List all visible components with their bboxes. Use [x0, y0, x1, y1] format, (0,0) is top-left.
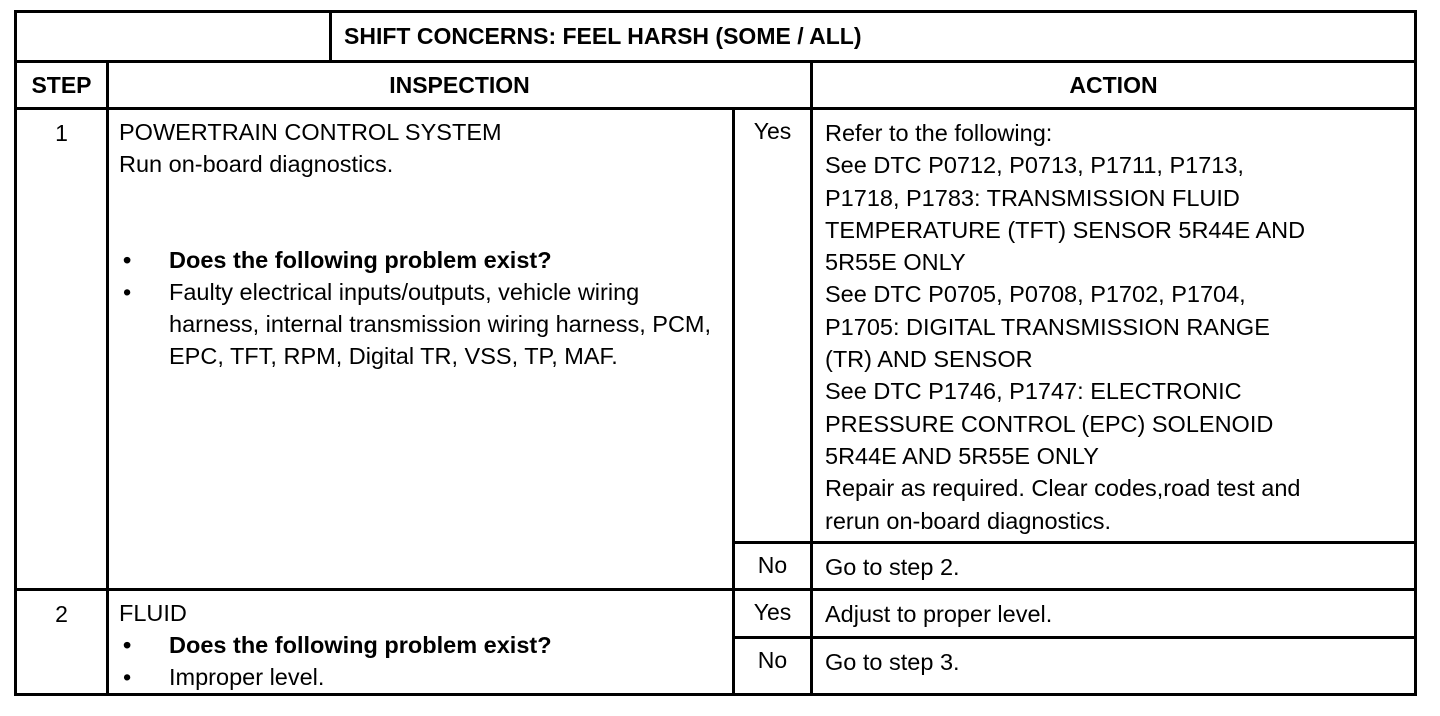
step-1-yes-action-line: TEMPERATURE (TFT) SENSOR 5R44E AND	[825, 216, 1306, 243]
step-1-inspection-instruction: Run on-board diagnostics.	[119, 151, 394, 177]
inspection-header: INSPECTION	[108, 62, 812, 109]
step-1-inspection	[108, 109, 734, 590]
step-1-yes-action-line: Repair as required. Clear codes,road test and	[825, 475, 1301, 502]
step-1-yes-action-line: P1718, P1783: TRANSMISSION FLUID	[825, 184, 1240, 211]
step-2-inspection	[108, 589, 734, 694]
step-2-yes-row	[16, 589, 1416, 637]
step-1-yes-action-line: See DTC P0705, P0708, P1702, P1704,	[825, 281, 1246, 308]
step-1-yes-action-line: P1705: DIGITAL TRANSMISSION RANGE	[825, 313, 1270, 340]
step-1-detail: • Faulty electrical inputs/outputs, vehicle wiring harness, internal transmission wiring harness, PCM, EPC, TFT, RPM, Digital TR, VSS, TP, MAF.	[119, 276, 724, 372]
step-2-number: 2	[16, 589, 108, 694]
diagnostic-table	[14, 10, 1417, 696]
step-1-number: 1	[16, 109, 108, 590]
title-row	[16, 12, 1416, 62]
step-2-detail: • Improper level.	[119, 661, 724, 693]
step-1-no-action: Go to step 2.	[812, 542, 1416, 589]
step-header: STEP	[16, 62, 108, 109]
step-2-bullet-list	[119, 629, 724, 693]
step-1-yes-action-line: See DTC P1746, P1747: ELECTRONIC	[825, 378, 1242, 405]
step-2-question: • Does the following problem exist?	[119, 629, 724, 661]
title-blank-cell	[16, 12, 331, 62]
step-1-yes-row	[16, 109, 1416, 543]
step-1-yes-action-line: (TR) AND SENSOR	[825, 346, 1033, 373]
step-1-yes-action	[812, 109, 1416, 543]
step-1-yes-action-line: Refer to the following:	[825, 120, 1053, 146]
spacer	[119, 180, 724, 244]
step-2-inspection-title: FLUID	[119, 599, 187, 626]
step-2-no-action: Go to step 3.	[812, 637, 1416, 694]
step-2-yes-label: Yes	[734, 589, 812, 637]
action-header: ACTION	[812, 62, 1416, 109]
step-1-yes-action-line: rerun on-board diagnostics.	[825, 507, 1112, 534]
step-1-yes-action-line: See DTC P0712, P0713, P1711, P1713,	[825, 152, 1244, 179]
step-1-inspection-title: POWERTRAIN CONTROL SYSTEM	[119, 119, 502, 145]
step-1-bullet-list	[119, 244, 724, 372]
step-1-yes-action-line: PRESSURE CONTROL (EPC) SOLENOID	[825, 410, 1274, 437]
step-1-yes-action-line: 5R44E AND 5R55E ONLY	[825, 442, 1099, 469]
step-1-question: • Does the following problem exist?	[119, 244, 724, 276]
table-title: SHIFT CONCERNS: FEEL HARSH (SOME / ALL)	[331, 12, 1416, 62]
step-1-yes-label: Yes	[734, 109, 812, 543]
step-2-no-label: No	[734, 637, 812, 694]
step-2-yes-action: Adjust to proper level.	[812, 589, 1416, 637]
step-1-no-label: No	[734, 542, 812, 589]
diagnostic-table-sheet	[14, 10, 1414, 702]
step-1-yes-action-line: 5R55E ONLY	[825, 249, 966, 276]
header-row	[16, 62, 1416, 109]
